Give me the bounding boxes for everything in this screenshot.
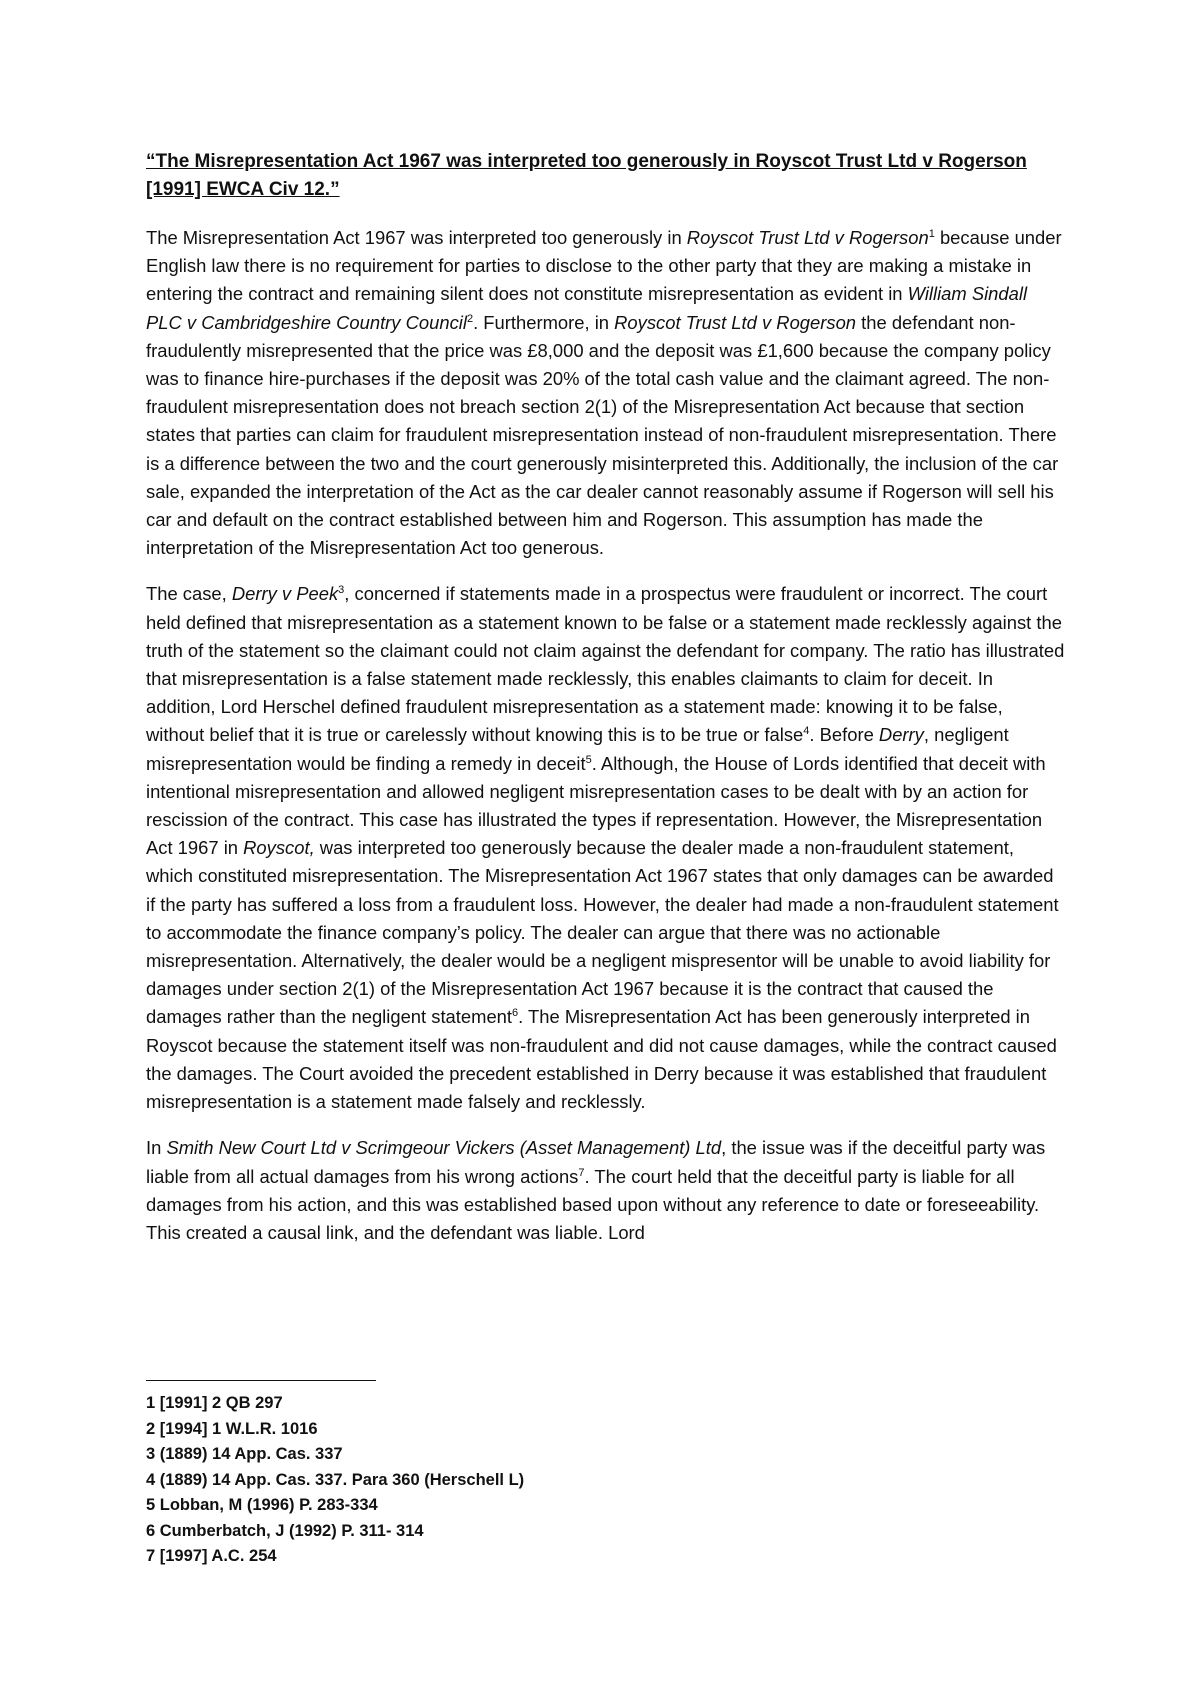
body-paragraph — [146, 1134, 1066, 1247]
body-paragraph — [146, 580, 1066, 1116]
text-segment: . Furthermore, in — [473, 311, 615, 333]
text-segment: the defendant non-fraudulently misrepresented that the price was £8,000 and the deposit was £1,600 because the company policy was to finance hire-purchases if the deposit was 20% of the total cash value and the claimant agreed. The non-fraudulent misrepresentation does not breach section 2(1) of the Misrepresentation Act because that section states that parties can claim for fraudulent misrepresentation instead of non-fraudulent misrepresentation. There is a difference between the two and the court generously misinterpreted this. Additionally, the inclusion of the car sale, expanded the interpretation of the Act as the car dealer cannot reasonably assume if Rogerson will sell his car and default on the contract established between him and Rogerson. This assumption has made the interpretation of the Misrepresentation Act too generous. — [146, 311, 1059, 559]
text-segment: The case, — [146, 583, 232, 605]
footnote-item: 2 [1994] 1 W.L.R. 1016 — [146, 1419, 318, 1438]
text-segment: . Although, the House of Lords identified that deceit with intentional misrepresentation and allowed negligent misrepresentation cases to be dealt with by an action for rescission of the contract. This case has illustrated the types if representation. However, the Misrepresentation Act 1967 in — [146, 752, 1046, 859]
text-segment: , the issue was if the deceitful party was liable from all actual damages from his wrong actions — [146, 1137, 1046, 1187]
document-body — [146, 148, 1066, 1265]
text-segment: was interpreted too generously because the dealer made a non-fraudulent statement, which constituted misrepresentation. The Misrepresentation Act 1967 states that only damages can be awarded if the party has suffered a loss from a fraudulent loss. However, the dealer had made a non-fraudulent statement to accommodate the finance company’s policy. The dealer can argue that there was no actionable misrepresentation. Alternatively, the dealer would be a negligent mispresentor will be unable to avoid liability for damages under section 2(1) of the Misrepresentation Act 1967 because it is the contract that caused the damages rather than the negligent statement — [146, 837, 1059, 1028]
footnotes-list — [146, 1391, 524, 1570]
case-name: William Sindall PLC v Cambridgeshire Country Council — [146, 283, 1028, 333]
case-name: Derry v Peek — [231, 583, 339, 605]
footnote-reference: 4 — [803, 725, 810, 738]
text-segment: . The Misrepresentation Act has been generously interpreted in Royscot because the statement itself was non-fraudulent and did not cause damages, while the contract caused the damages. The Court avoided the precedent established in Derry because it was established that fraudulent misrepresentation is a statement made falsely and recklessly. — [146, 1006, 1057, 1113]
text-segment: , concerned if statements made in a prospectus were fraudulent or incorrect. The court held defined that misrepresentation as a statement known to be false or a statement made recklessly against the truth of the statement so the claimant could not claim against the defendant for company. The ratio has illustrated that misrepresentation is a false statement made recklessly, this enables claimants to claim for deceit. In addition, Lord Herschel defined fraudulent misrepresentation as a statement made: knowing it to be false, without belief that it is true or carelessly without knowing this is to be true or false — [146, 583, 1065, 746]
footnote-item: 7 [1997] A.C. 254 — [146, 1547, 277, 1565]
footnote-separator — [146, 1380, 376, 1381]
case-name: Smith New Court Ltd v Scrimgeour Vickers (Asset Management) Ltd — [166, 1137, 722, 1159]
footnote-item: 5 Lobban, M (1996) P. 283-334 — [146, 1496, 378, 1514]
text-segment: because under English law there is no requirement for parties to disclose to the other party that they are making a mistake in entering the contract and remaining silent does not constitute misrepresentation as evident in — [146, 227, 1062, 305]
footnote-reference: 5 — [585, 753, 592, 766]
text-segment: . The court held that the deceitful party is liable for all damages from his action, and this was established based upon without any reference to date or foreseeability. This created a causal link, and the defendant was liable. Lord — [146, 1165, 1040, 1243]
footnote-item: 1 [1991] 2 QB 297 — [146, 1394, 283, 1412]
case-name: Derry — [878, 724, 924, 746]
footnote-reference: 6 — [512, 1007, 519, 1020]
text-segment: In — [146, 1137, 167, 1159]
footnote-item: 4 (1889) 14 App. Cas. 337. Para 360 (Herschell L) — [146, 1470, 525, 1489]
text-segment: , negligent misrepresentation would be finding a remedy in deceit — [146, 724, 1009, 774]
text-segment: . Before — [809, 724, 879, 746]
text-segment: The Misrepresentation Act 1967 was interpreted too generously in — [146, 227, 687, 248]
footnote-item: 3 (1889) 14 App. Cas. 337 — [146, 1445, 343, 1463]
footnote-reference: 2 — [466, 312, 474, 325]
body-paragraph — [146, 224, 1066, 562]
case-name: Royscot Trust Ltd v Rogerson — [614, 311, 857, 333]
footnote-item: 6 Cumberbatch, J (1992) P. 311- 314 — [146, 1521, 424, 1540]
footnote-reference: 1 — [928, 227, 935, 240]
footnote-reference: 3 — [338, 584, 345, 597]
case-name: Royscot Trust Ltd v Rogerson — [686, 227, 929, 248]
case-name: Royscot, — [243, 837, 315, 859]
footnote-reference: 7 — [578, 1166, 585, 1179]
essay-paragraphs — [146, 224, 1066, 1247]
essay-title: “The Misrepresentation Act 1967 was interpreted too generously in Royscot Trust Ltd v Rogerson [1991] EWCA Civ 12.” — [146, 151, 1027, 200]
